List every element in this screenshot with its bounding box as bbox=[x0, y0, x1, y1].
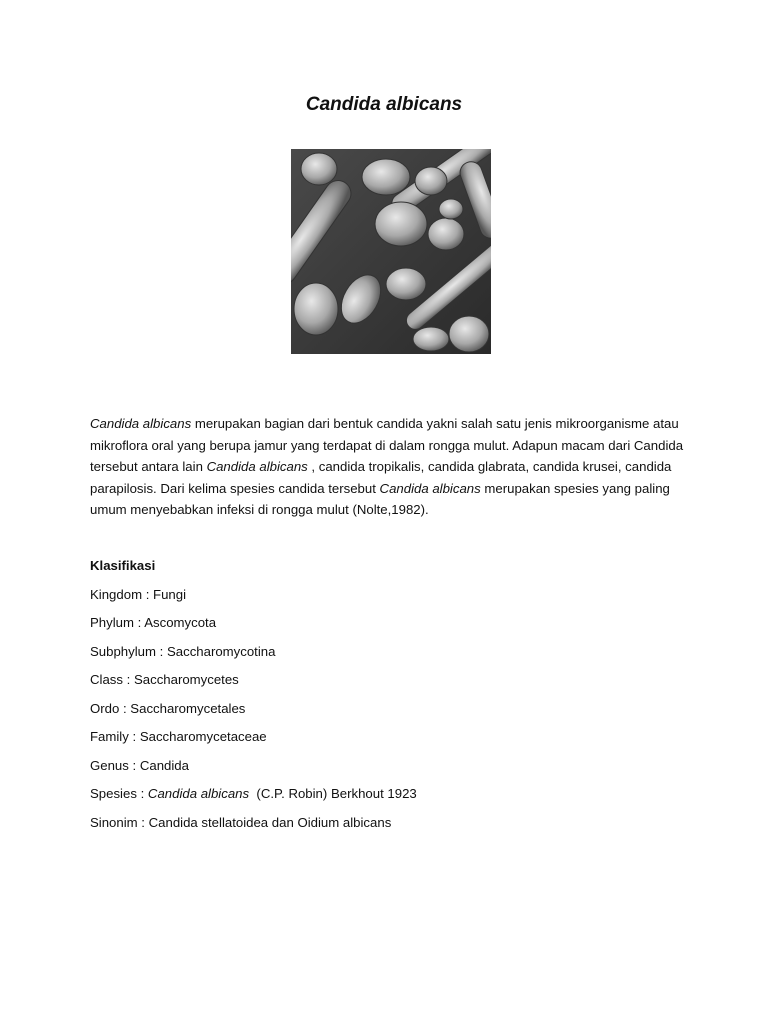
page-title: Candida albicans bbox=[305, 94, 463, 115]
classification-heading: Klasifikasi bbox=[90, 558, 156, 573]
species-name: Candida albicans bbox=[379, 480, 481, 496]
citation-open: ( bbox=[352, 502, 357, 517]
species-name: Candida albicans bbox=[206, 459, 308, 474]
family-row: Family : Saccharomycetaceae bbox=[90, 729, 267, 744]
sinonim-row: Sinonim : Candida stellatoidea dan Oidium albicans bbox=[90, 814, 392, 830]
paragraph-text: merupakan spesies yang paling umum menyebabkan infeksi di rongga mulut bbox=[90, 480, 670, 517]
phylum-row: Phylum : Ascomycota bbox=[90, 615, 217, 630]
paragraph-text: merupakan bagian dari bentuk candida yakni salah satu jenis mikroorganisme atau mikroflora oral yang berupa jamur yang terdapat di dalam rongga mulut. Adapun macam dari Candida tersebut antara lain bbox=[90, 416, 684, 474]
spesies-authority: (C.P. Robin) Berkhout 1923 bbox=[249, 786, 417, 801]
intro-paragraph bbox=[90, 413, 690, 521]
spesies-row bbox=[90, 784, 690, 813]
species-name: Candida albicans bbox=[90, 416, 192, 431]
citation-close: ). bbox=[420, 502, 429, 517]
micrograph-image bbox=[291, 149, 491, 354]
classification-list bbox=[90, 556, 690, 841]
spesies-label: Spesies : bbox=[90, 786, 148, 801]
paragraph-text: , candida tropikalis, candida glabrata, candida krusei, candida parapilosis. Dari kelima spesies candida tersebut bbox=[90, 459, 672, 496]
citation: Nolte,1982 bbox=[356, 502, 421, 517]
species-name: Candida albicans bbox=[147, 786, 250, 801]
subphylum-row: Subphylum : Saccharomycotina bbox=[90, 643, 276, 659]
genus-row: Genus : Candida bbox=[90, 757, 189, 773]
ordo-row: Ordo : Saccharomycetales bbox=[90, 700, 246, 716]
class-row: Class : Saccharomycetes bbox=[90, 672, 239, 687]
kingdom-row: Kingdom : Fungi bbox=[90, 586, 187, 602]
